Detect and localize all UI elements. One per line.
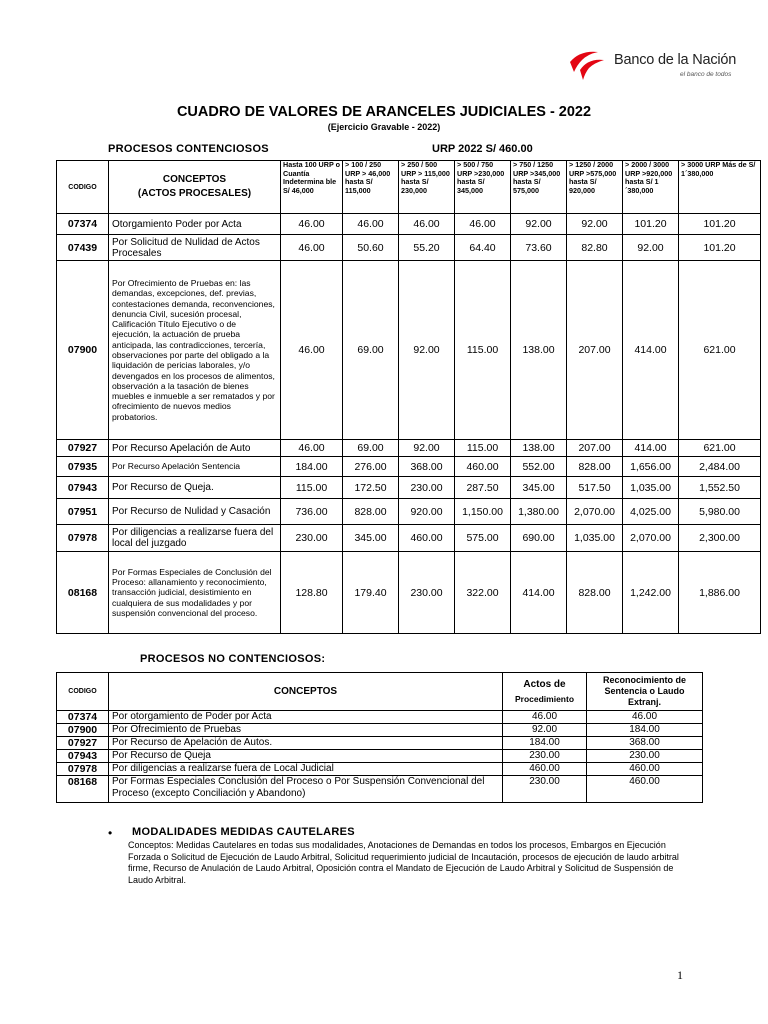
row-value: 101.20: [679, 214, 761, 235]
bank-name: Banco de la Nación: [614, 52, 737, 68]
page-number: 1: [677, 968, 683, 982]
row-value: 5,980.00: [679, 499, 761, 525]
row-code: 08168: [57, 776, 109, 803]
document-title: CUADRO DE VALORES DE ARANCELES JUDICIALES - 2022: [176, 104, 592, 120]
row-reconocimiento: 184.00: [587, 724, 703, 737]
row-value: 230.00: [399, 477, 455, 499]
table-row: [57, 499, 761, 525]
table-row: [57, 776, 703, 803]
row-value: 115.00: [455, 440, 511, 457]
bank-emblem-icon: [568, 48, 608, 82]
table-header-row: [57, 161, 761, 214]
bullet-icon: •: [108, 826, 113, 840]
row-code: 07935: [57, 457, 109, 477]
row-value: 172.50: [343, 477, 399, 499]
row-code: 07900: [57, 261, 109, 440]
contenciosos-table: [56, 160, 761, 634]
row-code: 07439: [57, 235, 109, 261]
row-value: 2,300.00: [679, 525, 761, 552]
row-value: 46.00: [281, 235, 343, 261]
row-actos: 46.00: [503, 711, 587, 724]
row-concept: Por Recurso de Queja: [109, 750, 503, 763]
row-concept: Por Solicitud de Nulidad de Actos Procesales: [109, 235, 281, 261]
table-row: [57, 750, 703, 763]
row-value: 828.00: [343, 499, 399, 525]
row-actos: 230.00: [503, 776, 587, 803]
row-value: 517.50: [567, 477, 623, 499]
row-value: 55.20: [399, 235, 455, 261]
table-row: [57, 457, 761, 477]
row-value: 46.00: [455, 214, 511, 235]
bank-logo: [568, 44, 748, 88]
row-code: 07927: [57, 440, 109, 457]
row-value: 460.00: [399, 525, 455, 552]
row-value: 414.00: [511, 552, 567, 634]
header-codigo: CODIGO: [57, 161, 109, 214]
row-concept: Por Recurso Apelación de Auto: [109, 440, 281, 457]
table-row: [57, 552, 761, 634]
table-row: [57, 763, 703, 776]
row-value: 46.00: [343, 214, 399, 235]
row-value: 179.40: [343, 552, 399, 634]
no-contenciosos-table: [56, 672, 703, 803]
row-reconocimiento: 230.00: [587, 750, 703, 763]
row-concept: Por Recurso de Nulidad y Casación: [109, 499, 281, 525]
header-range: > 1250 / 2000 URP >575,000 hasta S/ 920,000: [567, 161, 623, 214]
row-value: 230.00: [281, 525, 343, 552]
row-value: 621.00: [679, 261, 761, 440]
row-value: 46.00: [281, 214, 343, 235]
modalidades-title: MODALIDADES MEDIDAS CAUTELARES: [132, 826, 355, 838]
row-value: 115.00: [281, 477, 343, 499]
row-value: 92.00: [399, 440, 455, 457]
row-concept: Por Recurso de Queja.: [109, 477, 281, 499]
row-value: 552.00: [511, 457, 567, 477]
row-value: 414.00: [623, 440, 679, 457]
row-value: 276.00: [343, 457, 399, 477]
row-concept: Por Formas Especiales Conclusión del Proceso o Por Suspensión Convencional del Proceso (excepto Conciliación y Abandono): [109, 776, 503, 803]
header-conceptos: CONCEPTOS: [109, 673, 503, 711]
row-value: 1,656.00: [623, 457, 679, 477]
row-value: 207.00: [567, 440, 623, 457]
row-value: 2,070.00: [567, 499, 623, 525]
row-reconocimiento: 460.00: [587, 763, 703, 776]
row-value: 128.80: [281, 552, 343, 634]
row-value: 138.00: [511, 440, 567, 457]
modalidades-text: Conceptos: Medidas Cautelares en todas sus modalidades, Anotaciones de Demandas en todos los procesos, Embargos en Ejecución Forzada o Solicitud de Ejecución de Laudo Arbitral, Solicitud requerimiento judicial de Incautación, procesos de ejecución de laudo arbitral firme, Recurso de Anulación de Laudo Arbitral, Oposición contra el Mandato de Ejecución de Laudo Arbitral y Solicitud de Suspensión de Laudo Arbitral.: [128, 840, 679, 885]
row-code: 07374: [57, 711, 109, 724]
row-value: 322.00: [455, 552, 511, 634]
header-range: > 500 / 750 URP >230,000 hasta S/ 345,000: [455, 161, 511, 214]
row-actos: 92.00: [503, 724, 587, 737]
row-reconocimiento: 460.00: [587, 776, 703, 803]
row-actos: 230.00: [503, 750, 587, 763]
row-concept: Por Ofrecimiento de Pruebas en: las demandas, excepciones, def. previas, contestaciones demanda, reconvenciones, denuncia Civil, sucesión procesal, Calificación Título Ejecutivo o de ejecución, la actuación de prueba anticipada, las contradicciones, tercería, observaciones por parte del obligado a la liquidación de pericias laborales, y/o devengados en los procesos de alimentos, observación a la tasación de bienes muebles e inmueble a ser rematados y por ofrecimiento de nuevos medios probatorios.: [109, 261, 281, 440]
header-actos: [503, 673, 587, 711]
urp-label: URP 2022 S/ 460.00: [432, 143, 533, 155]
row-value: 621.00: [679, 440, 761, 457]
row-value: 2,484.00: [679, 457, 761, 477]
row-value: 460.00: [455, 457, 511, 477]
header-actos-line1: Actos de: [523, 678, 566, 690]
row-code: 07943: [57, 477, 109, 499]
row-value: 828.00: [567, 457, 623, 477]
row-value: 46.00: [281, 261, 343, 440]
row-concept: Por otorgamiento de Poder por Acta: [109, 711, 503, 724]
row-value: 690.00: [511, 525, 567, 552]
row-code: 07374: [57, 214, 109, 235]
row-concept: Por Recurso de Apelación de Autos.: [109, 737, 503, 750]
header-conceptos-line1: CONCEPTOS: [162, 174, 227, 185]
row-value: 828.00: [567, 552, 623, 634]
row-value: 920.00: [399, 499, 455, 525]
table-row: [57, 525, 761, 552]
row-value: 73.60: [511, 235, 567, 261]
row-value: 50.60: [343, 235, 399, 261]
header-actos-line2: Procedimiento: [514, 693, 575, 704]
row-value: 101.20: [623, 214, 679, 235]
row-value: 368.00: [399, 457, 455, 477]
row-value: 184.00: [281, 457, 343, 477]
bank-tagline: el banco de todos: [680, 71, 732, 78]
row-value: 92.00: [623, 235, 679, 261]
header-range: > 3000 URP Más de S/ 1´380,000: [679, 161, 761, 214]
header-conceptos: [109, 161, 281, 214]
header-range: > 2000 / 3000 URP >920,000 hasta S/ 1´380,000: [623, 161, 679, 214]
row-value: 1,035.00: [623, 477, 679, 499]
header-codigo: CODIGO: [57, 673, 109, 711]
row-value: 1,886.00: [679, 552, 761, 634]
row-value: 287.50: [455, 477, 511, 499]
table-row: [57, 261, 761, 440]
row-value: 46.00: [399, 214, 455, 235]
row-value: 230.00: [399, 552, 455, 634]
row-value: 345.00: [511, 477, 567, 499]
row-concept: Por diligencias a realizarse fuera del local del juzgado: [109, 525, 281, 552]
row-value: 92.00: [511, 214, 567, 235]
row-value: 4,025.00: [623, 499, 679, 525]
header-range: > 250 / 500 URP > 115,000 hasta S/ 230,000: [399, 161, 455, 214]
header-range: Hasta 100 URP o Cuantía Indetermina ble S/ 46,000: [281, 161, 343, 214]
row-code: 07978: [57, 525, 109, 552]
row-code: 07927: [57, 737, 109, 750]
header-conceptos-line2: (ACTOS PROCESALES): [137, 188, 252, 199]
row-value: 345.00: [343, 525, 399, 552]
row-value: 1,380.00: [511, 499, 567, 525]
row-code: 07900: [57, 724, 109, 737]
section-contenciosos-title: PROCESOS CONTENCIOSOS: [108, 143, 269, 155]
row-value: 115.00: [455, 261, 511, 440]
row-value: 92.00: [399, 261, 455, 440]
row-value: 1,552.50: [679, 477, 761, 499]
row-value: 82.80: [567, 235, 623, 261]
row-value: 1,035.00: [567, 525, 623, 552]
row-value: 92.00: [567, 214, 623, 235]
table-row: [57, 737, 703, 750]
row-value: 46.00: [281, 440, 343, 457]
row-concept: Por Formas Especiales de Conclusión del Proceso: allanamiento y reconocimiento, transacción judicial, desistimiento en cualquiera de sus modalidades y por suspensión convencional del proceso.: [109, 552, 281, 634]
section-no-contenciosos-title: PROCESOS NO CONTENCIOSOS:: [140, 653, 326, 665]
row-value: 64.40: [455, 235, 511, 261]
row-concept: Otorgamiento Poder por Acta: [109, 214, 281, 235]
header-reconocimiento: Reconocimiento de Sentencia o Laudo Extranj.: [587, 673, 703, 711]
row-code: 08168: [57, 552, 109, 634]
table-row: [57, 235, 761, 261]
table-row: [57, 477, 761, 499]
row-value: 101.20: [679, 235, 761, 261]
row-code: 07943: [57, 750, 109, 763]
row-concept: Por Recurso Apelación Sentencia: [109, 457, 281, 477]
document-subtitle: (Ejercicio Gravable - 2022): [327, 122, 441, 132]
row-reconocimiento: 46.00: [587, 711, 703, 724]
table-row: [57, 711, 703, 724]
table-header-row: [57, 673, 703, 711]
row-value: 1,242.00: [623, 552, 679, 634]
row-concept: Por Ofrecimiento de Pruebas: [109, 724, 503, 737]
row-actos: 460.00: [503, 763, 587, 776]
row-value: 2,070.00: [623, 525, 679, 552]
row-value: 138.00: [511, 261, 567, 440]
row-value: 69.00: [343, 261, 399, 440]
table-row: [57, 440, 761, 457]
header-range: > 750 / 1250 URP >345,000 hasta S/ 575,000: [511, 161, 567, 214]
table-row: [57, 214, 761, 235]
row-value: 414.00: [623, 261, 679, 440]
row-concept: Por diligencias a realizarse fuera de Local Judicial: [109, 763, 503, 776]
table-row: [57, 724, 703, 737]
row-code: 07951: [57, 499, 109, 525]
row-value: 1,150.00: [455, 499, 511, 525]
row-value: 575.00: [455, 525, 511, 552]
row-value: 736.00: [281, 499, 343, 525]
row-code: 07978: [57, 763, 109, 776]
row-value: 207.00: [567, 261, 623, 440]
row-actos: 184.00: [503, 737, 587, 750]
row-reconocimiento: 368.00: [587, 737, 703, 750]
header-range: > 100 / 250 URP > 46,000 hasta S/ 115,000: [343, 161, 399, 214]
row-value: 69.00: [343, 440, 399, 457]
